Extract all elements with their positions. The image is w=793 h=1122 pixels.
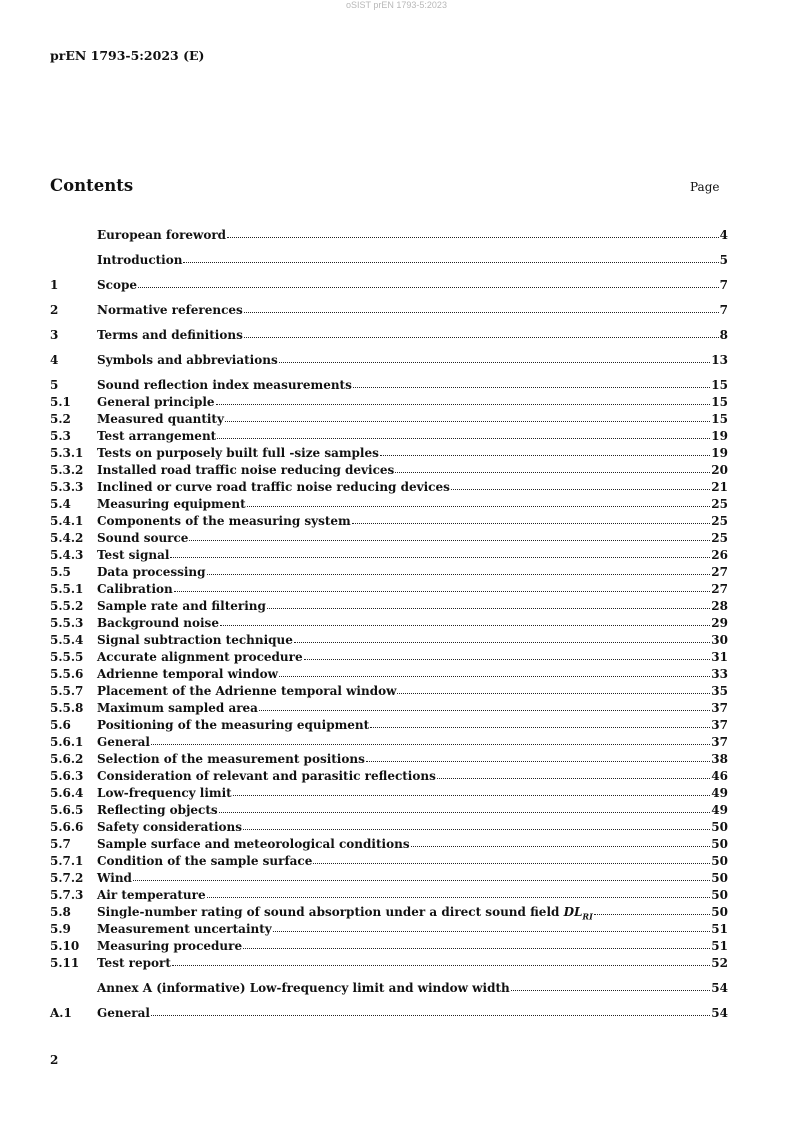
toc-entry[interactable] [50, 513, 728, 530]
toc-entry-title[interactable]: Consideration of relevant and parasitic reflections [97, 769, 436, 783]
toc-entry-title[interactable]: Measuring procedure [97, 939, 243, 953]
toc-entry[interactable] [50, 887, 728, 904]
toc-leader-dots [151, 733, 710, 745]
toc-entry[interactable] [50, 938, 728, 955]
toc-entry[interactable] [50, 1005, 728, 1030]
toc-entry[interactable] [50, 462, 728, 479]
toc-leader-dots [225, 410, 710, 422]
toc-entry-number: 5.7.3 [50, 888, 84, 902]
toc-entry[interactable] [50, 598, 728, 615]
toc-leader-dots [244, 301, 719, 313]
toc-entry-number: 5.6.5 [50, 803, 84, 817]
toc-leader-dots [380, 444, 710, 456]
toc-entry-page: 21 [711, 480, 728, 494]
toc-entry-number: 5.8 [50, 905, 71, 919]
toc-entry[interactable] [50, 717, 728, 734]
toc-entry-number: 5.2 [50, 412, 71, 426]
toc-entry-title[interactable]: Components of the measuring system [97, 514, 351, 528]
toc-entry-page: 15 [711, 378, 728, 392]
toc-entry[interactable] [50, 819, 728, 836]
toc-entry[interactable] [50, 227, 728, 252]
document-header: prEN 1793-5:2023 (E) [50, 48, 205, 63]
toc-entry-title[interactable]: Air temperature [97, 888, 206, 902]
toc-entry-title[interactable]: Selection of the measurement positions [97, 752, 365, 766]
toc-entry[interactable] [50, 547, 728, 564]
toc-entry[interactable] [50, 904, 728, 921]
toc-leader-dots [366, 750, 710, 762]
toc-entry-number: 5.4.1 [50, 514, 84, 528]
toc-entry-title[interactable]: Test report [97, 956, 171, 970]
toc-leader-dots [313, 852, 710, 864]
toc-entry-number: 5.5.5 [50, 650, 84, 664]
toc-entry-title[interactable]: Safety considerations [97, 820, 242, 834]
page-column-label: Page [690, 180, 720, 194]
toc-entry[interactable] [50, 445, 728, 462]
toc-leader-dots [174, 580, 711, 592]
toc-entry-title[interactable]: Scope [97, 278, 138, 292]
toc-leader-dots [511, 979, 711, 991]
toc-entry-number: 5.5.3 [50, 616, 84, 630]
toc-leader-dots [219, 801, 711, 813]
toc-leader-dots [138, 276, 719, 288]
toc-entry[interactable] [50, 377, 728, 394]
toc-leader-dots [189, 529, 710, 541]
toc-entry[interactable] [50, 870, 728, 887]
toc-entry-number: 5.5.1 [50, 582, 84, 596]
toc-leader-dots [233, 784, 711, 796]
toc-entry[interactable] [50, 649, 728, 666]
toc-entry-title[interactable]: Installed road traffic noise reducing devices [97, 463, 395, 477]
toc-leader-dots [304, 648, 711, 660]
toc-entry-page: 26 [711, 548, 728, 562]
toc-entry-number: 5.9 [50, 922, 71, 936]
toc-entry-title[interactable]: Single-number rating of sound absorption under a direct sound field $DL_{RI}$ [97, 905, 593, 922]
toc-leader-dots [395, 461, 710, 473]
toc-entry[interactable] [50, 980, 728, 1005]
toc-entry-page: 50 [711, 905, 728, 919]
toc-entry-title[interactable]: Normative references [97, 303, 243, 317]
toc-leader-dots [244, 326, 719, 338]
toc-entry-number: 4 [50, 353, 59, 367]
toc-entry-page: 5 [719, 253, 728, 267]
toc-entry[interactable] [50, 700, 728, 717]
toc-entry-page: 50 [711, 888, 728, 902]
toc-entry[interactable] [50, 734, 728, 751]
toc-entry[interactable] [50, 921, 728, 938]
toc-entry-number: 5.11 [50, 956, 80, 970]
toc-entry-number: 5.6.6 [50, 820, 84, 834]
toc-leader-dots [370, 716, 710, 728]
toc-entry-title[interactable]: Measured quantity [97, 412, 224, 426]
toc-leader-dots [352, 512, 711, 524]
toc-entry-page: 50 [711, 820, 728, 834]
toc-entry[interactable] [50, 683, 728, 700]
toc-entry-page: 25 [711, 514, 728, 528]
toc-entry[interactable] [50, 785, 728, 802]
toc-leader-dots [451, 478, 710, 490]
toc-entry-page: 54 [711, 1006, 728, 1020]
toc-entry-page: 8 [719, 328, 728, 342]
toc-entry-page: 20 [711, 463, 728, 477]
toc-leader-dots [183, 251, 718, 263]
toc-entry-page: 27 [711, 565, 728, 579]
toc-entry-page: 49 [711, 786, 728, 800]
toc-entry-number: 5.3.1 [50, 446, 84, 460]
toc-leader-dots [353, 376, 710, 388]
toc-entry[interactable] [50, 496, 728, 513]
toc-entry-page: 50 [711, 854, 728, 868]
toc-leader-dots [437, 767, 710, 779]
toc-entry-title[interactable]: Accurate alignment procedure [97, 650, 303, 664]
toc-entry-page: 19 [711, 429, 728, 443]
toc-entry-title[interactable]: Introduction [97, 253, 183, 267]
toc-entry-title[interactable]: Inclined or curve road traffic noise reducing devices [97, 480, 450, 494]
toc-leader-dots [294, 631, 710, 643]
toc-entry[interactable] [50, 277, 728, 302]
toc-entry-title[interactable]: Tests on purposely built full -size samples [97, 446, 379, 460]
toc-entry-title[interactable]: Signal subtraction technique [97, 633, 293, 647]
toc-entry[interactable] [50, 581, 728, 598]
toc-entry[interactable] [50, 751, 728, 768]
toc-leader-dots [594, 903, 710, 915]
toc-entry[interactable] [50, 530, 728, 547]
toc-entry-page: 28 [711, 599, 728, 613]
toc-leader-dots [243, 818, 710, 830]
toc-leader-dots [279, 351, 711, 363]
toc-leader-dots [172, 954, 710, 966]
toc-entry[interactable] [50, 428, 728, 445]
watermark: oSIST prEN 1793-5:2023 [346, 0, 447, 10]
toc-entry-page: 31 [711, 650, 728, 664]
toc-entry[interactable] [50, 853, 728, 870]
toc-entry-page: 13 [711, 353, 728, 367]
toc-entry-number: 5.3 [50, 429, 71, 443]
toc-entry[interactable] [50, 252, 728, 277]
toc-leader-dots [207, 886, 711, 898]
toc-entry[interactable] [50, 479, 728, 496]
toc-entry-title[interactable]: Sound source [97, 531, 189, 545]
toc-entry-title[interactable]: Background noise [97, 616, 219, 630]
toc-entry-title[interactable]: Condition of the sample surface [97, 854, 313, 868]
toc-entry-title[interactable]: Placement of the Adrienne temporal window [97, 684, 397, 698]
toc-entry-page: 52 [711, 956, 728, 970]
toc-entry-title[interactable]: Test signal [97, 548, 170, 562]
toc-leader-dots [220, 614, 710, 626]
toc-entry-page: 30 [711, 633, 728, 647]
toc-entry-number: 5.7.2 [50, 871, 84, 885]
toc-entry-number: 5.4.3 [50, 548, 84, 562]
toc-entry[interactable] [50, 768, 728, 785]
toc-entry[interactable] [50, 564, 728, 581]
toc-entry-page: 7 [719, 303, 728, 317]
toc-entry-page: 15 [711, 412, 728, 426]
toc-entry-page: 27 [711, 582, 728, 596]
toc-entry-page: 54 [711, 981, 728, 995]
toc-entry-title[interactable]: Adrienne temporal window [97, 667, 278, 681]
toc-entry[interactable] [50, 302, 728, 327]
toc-entry-page: 37 [711, 701, 728, 715]
toc-entry-page: 4 [719, 228, 728, 242]
toc-entry-title[interactable]: Symbols and abbreviations [97, 353, 278, 367]
toc-entry-title[interactable]: Test arrangement [97, 429, 217, 443]
toc-entry-page: 19 [711, 446, 728, 460]
toc-leader-dots [273, 920, 711, 932]
toc-leader-dots [217, 427, 710, 439]
table-of-contents [50, 227, 728, 1030]
toc-leader-dots [243, 937, 710, 949]
toc-entry-number: 5.5.7 [50, 684, 84, 698]
toc-leader-dots [216, 393, 711, 405]
contents-title: Contents [50, 176, 134, 195]
toc-entry[interactable] [50, 352, 728, 377]
toc-entry-number: 2 [50, 303, 59, 317]
toc-entry-page: 37 [711, 718, 728, 732]
toc-entry-number: 5.5.2 [50, 599, 84, 613]
toc-entry-number: 3 [50, 328, 59, 342]
toc-entry-title[interactable]: General [97, 1006, 150, 1020]
toc-entry-number: 5.6.4 [50, 786, 84, 800]
toc-entry-title[interactable]: Data processing [97, 565, 206, 579]
toc-entry-number: 5.5.4 [50, 633, 84, 647]
toc-leader-dots [151, 1004, 710, 1016]
toc-entry-title[interactable]: Annex A (informative) Low-frequency limit and window width [97, 981, 510, 995]
toc-entry-number: 5.10 [50, 939, 80, 953]
toc-entry-number: 5.7 [50, 837, 71, 851]
toc-entry-page: 25 [711, 497, 728, 511]
toc-entry-number: 5.1 [50, 395, 71, 409]
toc-leader-dots [207, 563, 711, 575]
toc-entry-page: 15 [711, 395, 728, 409]
toc-entry-page: 51 [711, 939, 728, 953]
toc-entry-number: 5.7.1 [50, 854, 84, 868]
toc-entry-number: 5.6.3 [50, 769, 84, 783]
toc-entry-title[interactable]: Maximum sampled area [97, 701, 258, 715]
toc-entry-title[interactable]: Measuring equipment [97, 497, 246, 511]
toc-leader-dots [133, 869, 710, 881]
toc-entry[interactable] [50, 955, 728, 972]
toc-leader-dots [259, 699, 710, 711]
toc-entry-page: 46 [711, 769, 728, 783]
toc-entry-number: 5.5.8 [50, 701, 84, 715]
page-number: 2 [50, 1053, 59, 1067]
toc-entry-title[interactable]: Low-frequency limit [97, 786, 232, 800]
toc-entry-number: 5.6.2 [50, 752, 84, 766]
toc-entry-title[interactable]: Sample surface and meteorological conditions [97, 837, 410, 851]
toc-entry-page: 7 [719, 278, 728, 292]
toc-entry-title[interactable]: Reflecting objects [97, 803, 218, 817]
toc-entry-title[interactable]: Wind [97, 871, 132, 885]
toc-entry[interactable] [50, 394, 728, 411]
toc-entry-title[interactable]: European foreword [97, 228, 227, 242]
toc-entry-page: 49 [711, 803, 728, 817]
toc-entry-title[interactable]: General principle [97, 395, 215, 409]
toc-entry-number: A.1 [50, 1006, 72, 1020]
toc-leader-dots [170, 546, 710, 558]
toc-entry-page: 38 [711, 752, 728, 766]
toc-entry-title[interactable]: Calibration [97, 582, 173, 596]
toc-entry[interactable] [50, 411, 728, 428]
toc-entry[interactable] [50, 666, 728, 683]
toc-entry-title[interactable]: Sample rate and filtering [97, 599, 266, 613]
toc-entry-page: 51 [711, 922, 728, 936]
toc-entry-number: 5.4 [50, 497, 71, 511]
toc-entry-number: 5.4.2 [50, 531, 84, 545]
toc-leader-dots [227, 226, 719, 238]
toc-entry-page: 29 [711, 616, 728, 630]
toc-entry-number: 5.6 [50, 718, 71, 732]
toc-entry-title[interactable]: Positioning of the measuring equipment [97, 718, 370, 732]
toc-entry-number: 5.6.1 [50, 735, 84, 749]
toc-entry-number: 5.3.2 [50, 463, 84, 477]
toc-entry-title[interactable]: Sound reflection index measurements [97, 378, 352, 392]
toc-entry-number: 5.5 [50, 565, 71, 579]
toc-entry-page: 35 [711, 684, 728, 698]
toc-leader-dots [247, 495, 711, 507]
toc-entry[interactable] [50, 802, 728, 819]
toc-leader-dots [279, 665, 710, 677]
toc-entry-number: 5 [50, 378, 59, 392]
toc-entry[interactable] [50, 836, 728, 853]
toc-entry-number: 5.5.6 [50, 667, 84, 681]
toc-entry-page: 50 [711, 871, 728, 885]
toc-entry[interactable] [50, 615, 728, 632]
toc-entry-page: 25 [711, 531, 728, 545]
toc-entry-title[interactable]: Measurement uncertainty [97, 922, 272, 936]
toc-leader-dots [397, 682, 710, 694]
toc-entry-page: 33 [711, 667, 728, 681]
toc-entry-title[interactable]: General [97, 735, 150, 749]
toc-entry-page: 37 [711, 735, 728, 749]
toc-leader-dots [267, 597, 710, 609]
toc-entry[interactable] [50, 632, 728, 649]
toc-entry[interactable] [50, 327, 728, 352]
toc-entry-number: 1 [50, 278, 59, 292]
toc-entry-number: 5.3.3 [50, 480, 84, 494]
toc-leader-dots [411, 835, 711, 847]
toc-entry-page: 50 [711, 837, 728, 851]
toc-entry-title[interactable]: Terms and definitions [97, 328, 243, 342]
